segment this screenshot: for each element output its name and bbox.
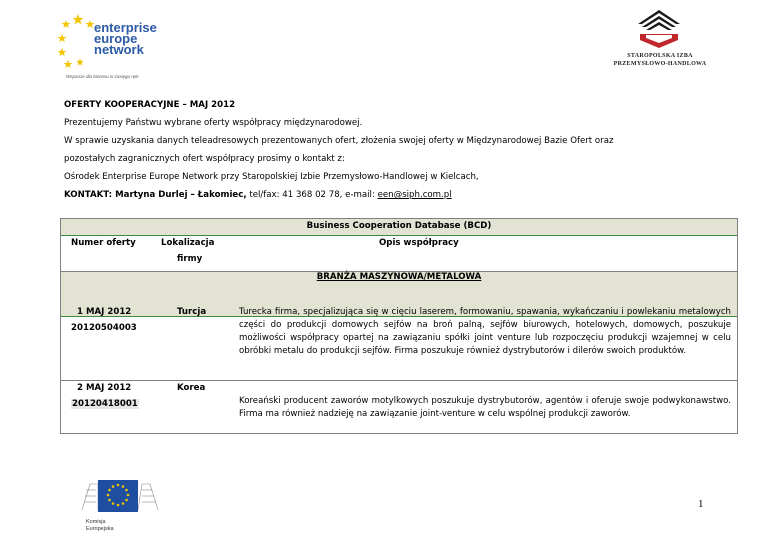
chamber-name-line1: STAROPOLSKA IZBA	[627, 53, 693, 59]
contact-name: KONTAKT: Martyna Durlej – Łakomiec,	[64, 190, 247, 200]
col-header-description: Opis współpracy	[379, 238, 459, 248]
offer-description: Turecka firma, specjalizująca się w cięciu laserem, formowaniu, spawania, wykańczaniu i powlekaniu metalowych części do produkcji domowych sejfów na broń palną, sejfów biurowych, hotelowych, domowych, poszukuje możliwości współpracy opartej na zawiązaniu spółki joint venture lub rozpoczęciu produkcji wzajemnej w celu obróbki metalu do produkcji sejfów. Firma poszukuje również dystrybutorów i dilerów swoich produktów.	[239, 307, 731, 356]
col-header-location: Lokalizacja	[161, 238, 215, 248]
intro-line-1: Prezentujemy Państwu wybrane oferty współpracy międzynarodowej.	[64, 118, 363, 128]
offer-country: Korea	[177, 383, 206, 393]
page-number: 1	[698, 498, 704, 510]
ec-building-icon	[80, 470, 160, 518]
offer-id	[71, 399, 139, 409]
contact-details: tel/fax: 41 368 02 78, e-mail:	[249, 190, 378, 200]
email-link[interactable]: een@siph.com.pl	[377, 190, 452, 200]
een-wordmark	[94, 22, 157, 55]
chamber-emblem-icon	[636, 8, 682, 50]
table-row	[61, 381, 737, 433]
intro-line-3: pozostałych zagranicznych ofert współpracy prosimy o kontakt z:	[64, 154, 345, 164]
table-title-row	[61, 219, 737, 236]
table-title: Business Cooperation Database (BCD)	[306, 221, 492, 231]
offer-id: 20120504003	[71, 323, 137, 333]
chamber-name-line2: PRZEMYSŁOWO-HANDLOWA	[613, 61, 707, 67]
offer-id-value: 20120418001	[72, 399, 138, 409]
european-commission-logo	[80, 470, 160, 534]
stars-icon	[58, 12, 98, 68]
een-line1: enterprise	[94, 20, 157, 35]
page-title: OFERTY KOOPERACYJNE – MAJ 2012	[64, 100, 236, 110]
ec-line2: Europejska	[86, 525, 114, 532]
ec-line1: Komisja	[86, 519, 106, 525]
contact-line	[64, 190, 452, 200]
intro-line-4: Ośrodek Enterprise Europe Network przy Staropolskiej Izbie Przemysłowo-Handlowej w Kielcach,	[64, 172, 479, 182]
chamber-logo	[600, 8, 720, 72]
offer-date: 1 MAJ 2012	[77, 307, 132, 317]
offer-description: Koreański producent zaworów motylkowych poszukuje dystrybutorów, agentów i oferuje swoje podwykonawstwo. Firma ma również nadzieję na zawiązanie joint-venture w celu wspólnej produkcji zaworów.	[239, 396, 731, 419]
offers-table	[60, 218, 738, 434]
een-tagline: Wsparcie dla biznesu w zasięgu ręki	[66, 74, 139, 79]
table-row	[61, 302, 737, 381]
col-header-location-2: firmy	[177, 254, 203, 264]
intro-line-2: W sprawie uzyskania danych teleadresowych prezentowanych ofert, złożenia swojej oferty w Międzynarodowej Bazie Ofert oraz	[64, 136, 614, 146]
een-line2: europe	[94, 31, 138, 46]
section-title: BRANŻA MASZYNOWA/METALOWA	[316, 272, 482, 282]
offer-country: Turcja	[177, 307, 207, 317]
col-header-number: Numer oferty	[71, 238, 136, 248]
offer-date: 2 MAJ 2012	[77, 383, 132, 393]
enterprise-europe-network-logo	[58, 8, 168, 84]
chamber-name	[600, 52, 720, 68]
ec-wordmark	[86, 519, 114, 532]
een-line3: network	[94, 42, 144, 57]
